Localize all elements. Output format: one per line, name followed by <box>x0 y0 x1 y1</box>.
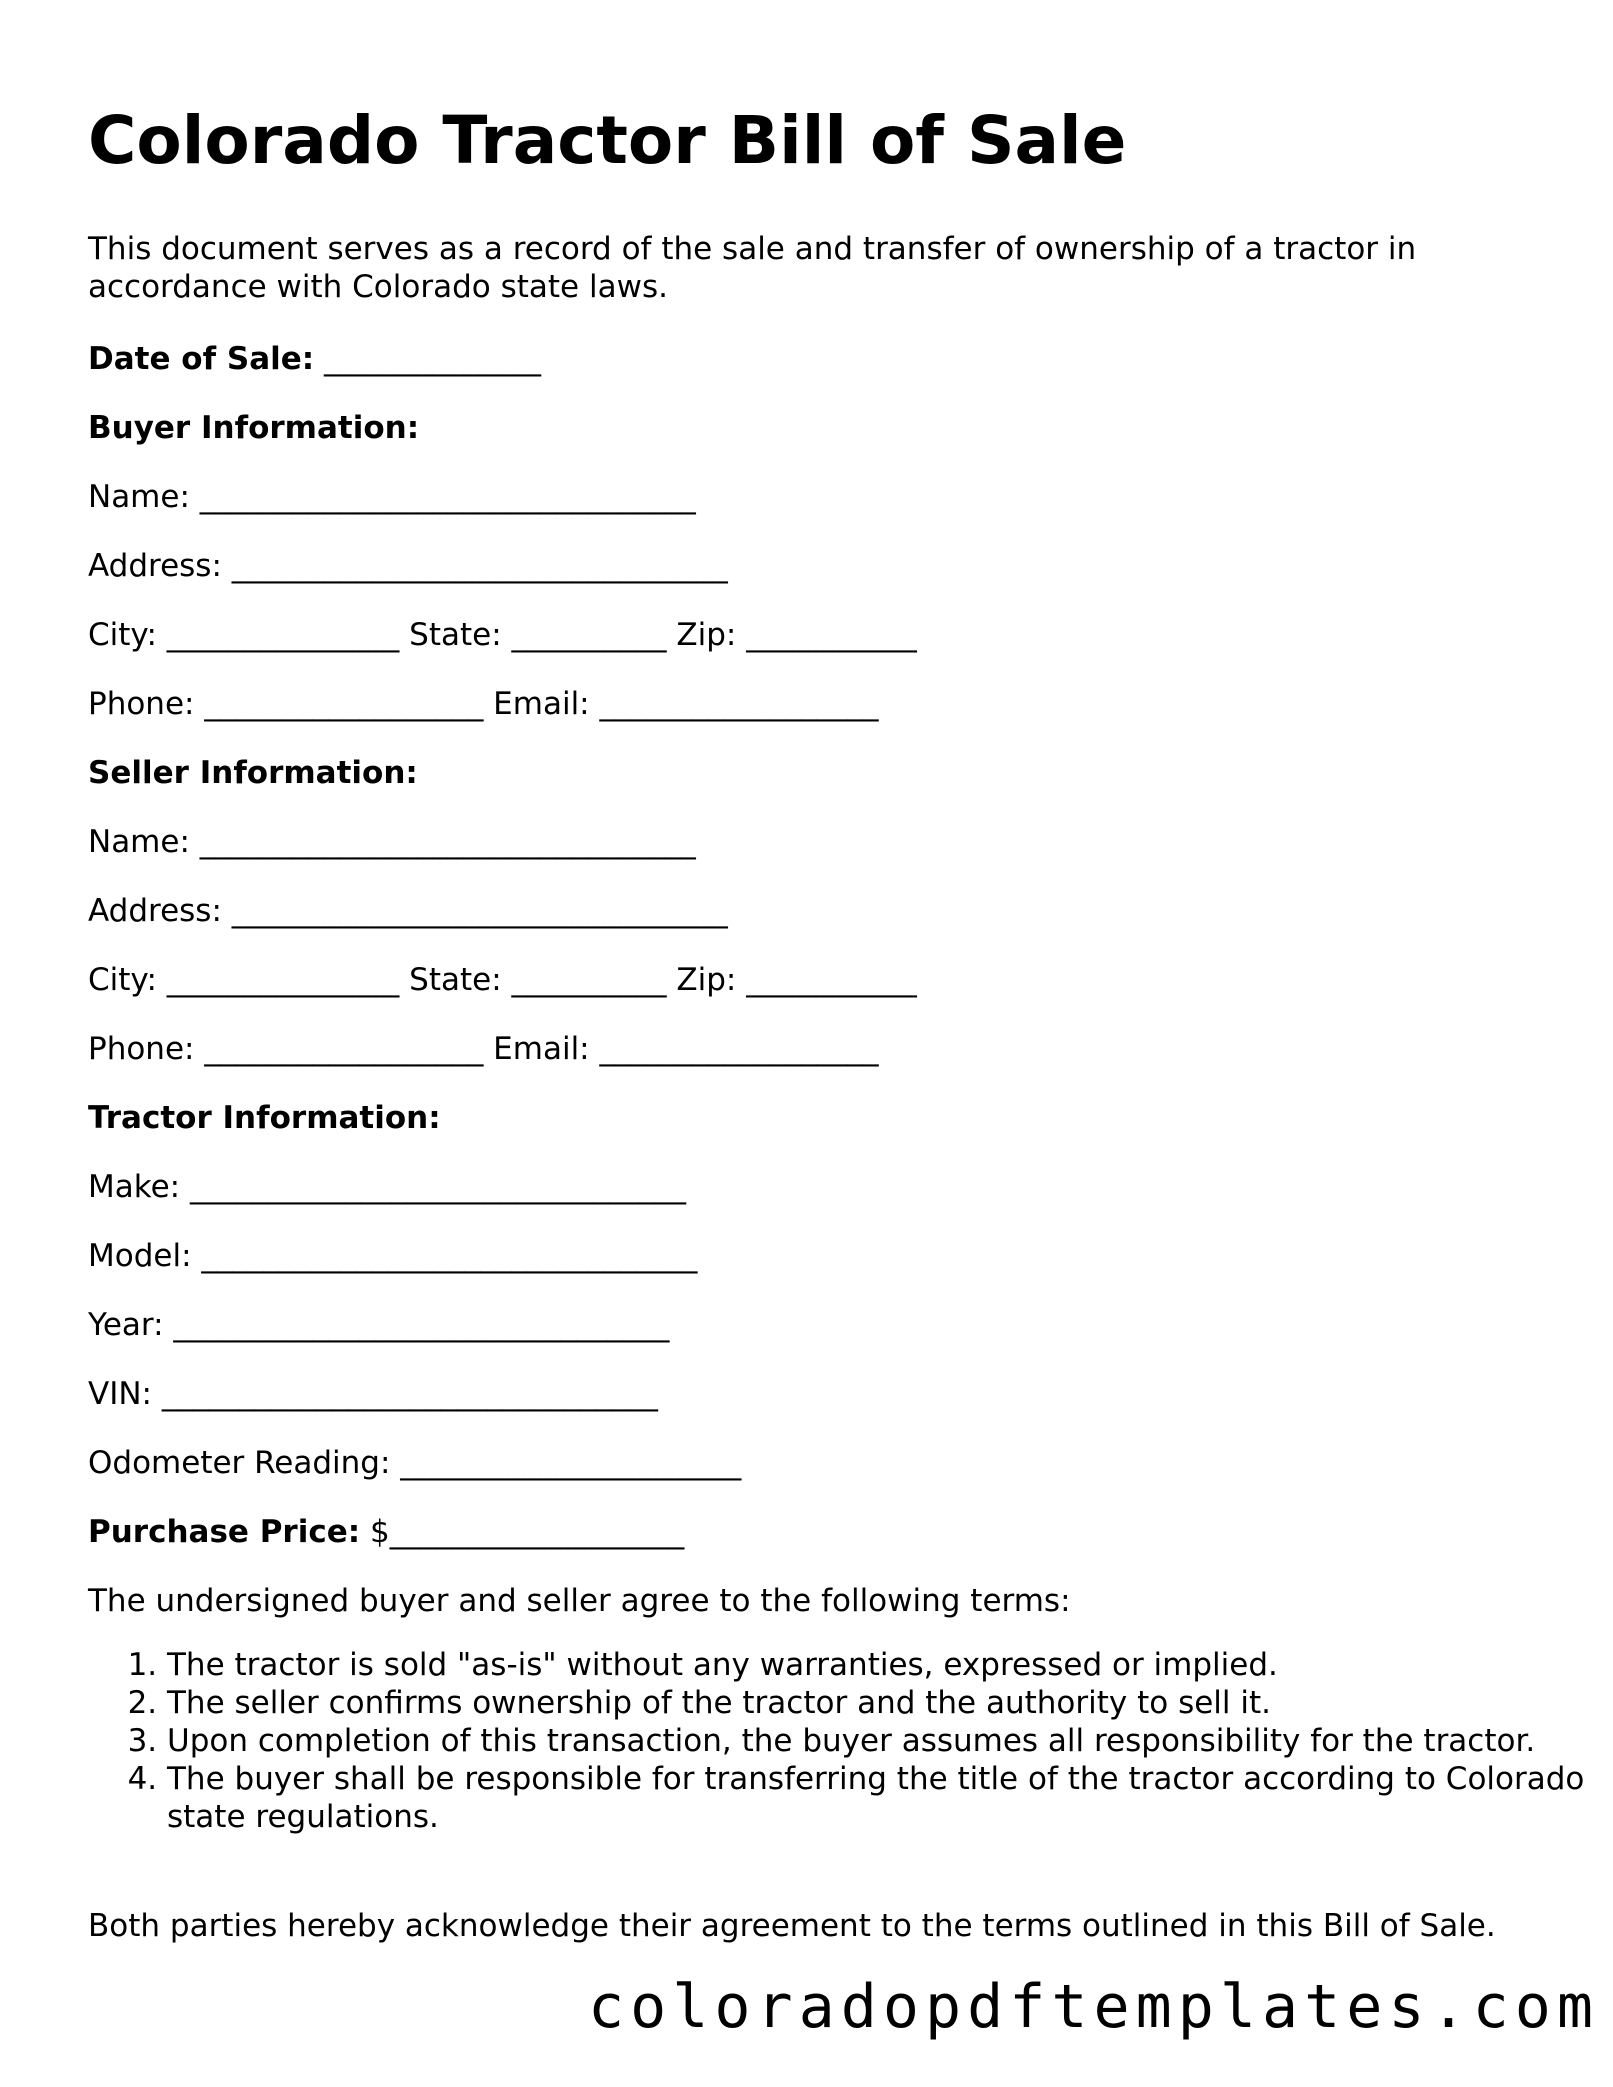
buyer-name-field[interactable]: Name: ________________________________ <box>88 479 696 515</box>
seller-name-field[interactable]: Name: ________________________________ <box>88 824 696 860</box>
tractor-vin-field[interactable]: VIN: ________________________________ <box>88 1376 658 1412</box>
tractor-heading: Tractor Information: <box>88 1100 441 1136</box>
purchase-price-row <box>88 1513 684 1551</box>
acknowledgement: Both parties hereby acknowledge their agreement to the terms outlined in this Bill of Sale. <box>88 1908 1496 1944</box>
terms-list-item: 4. The buyer shall be responsible for transferring the title of the tractor according to Colorado state regulations. <box>167 1760 1607 1836</box>
tractor-year-field[interactable]: Year: ________________________________ <box>88 1307 670 1343</box>
seller-heading: Seller Information: <box>88 755 418 791</box>
terms-list <box>88 1646 1607 1836</box>
terms-list-item: 3. Upon completion of this transaction, the buyer assumes all responsibility for the tractor. <box>167 1722 1607 1760</box>
seller-city-state-zip-field[interactable]: City: _______________ State: __________ Zip: ___________ <box>88 962 917 998</box>
seller-address-field[interactable]: Address: ________________________________ <box>88 893 728 929</box>
tractor-make-field[interactable]: Make: ________________________________ <box>88 1169 686 1205</box>
tractor-model-field[interactable]: Model: ________________________________ <box>88 1238 698 1274</box>
watermark-text: coloradopdftemplates.com <box>588 1972 1599 2042</box>
terms-list-item: 2. The seller confirms ownership of the tractor and the authority to sell it. <box>167 1684 1607 1722</box>
buyer-heading: Buyer Information: <box>88 410 420 446</box>
buyer-phone-email-field[interactable]: Phone: __________________ Email: __________________ <box>88 686 879 722</box>
terms-intro: The undersigned buyer and seller agree to the following terms: <box>88 1583 1071 1619</box>
intro-paragraph: This document serves as a record of the sale and transfer of ownership of a tractor in accordance with Colorado state laws. <box>88 231 1417 305</box>
terms-list-item: 1. The tractor is sold "as-is" without any warranties, expressed or implied. <box>167 1646 1607 1684</box>
date-of-sale-row <box>88 340 541 378</box>
buyer-city-state-zip-field[interactable]: City: _______________ State: __________ Zip: ___________ <box>88 617 917 653</box>
purchase-price-field[interactable]: $___________________ <box>360 1514 685 1550</box>
buyer-address-field[interactable]: Address: ________________________________ <box>88 548 728 584</box>
date-of-sale-label: Date of Sale: <box>88 341 315 377</box>
purchase-price-label: Purchase Price: <box>88 1514 361 1550</box>
tractor-odometer-field[interactable]: Odometer Reading: ______________________ <box>88 1445 742 1481</box>
seller-phone-email-field[interactable]: Phone: __________________ Email: __________________ <box>88 1031 879 1067</box>
page-title: Colorado Tractor Bill of Sale <box>88 102 1127 179</box>
date-of-sale-field[interactable]: ______________ <box>314 341 542 377</box>
